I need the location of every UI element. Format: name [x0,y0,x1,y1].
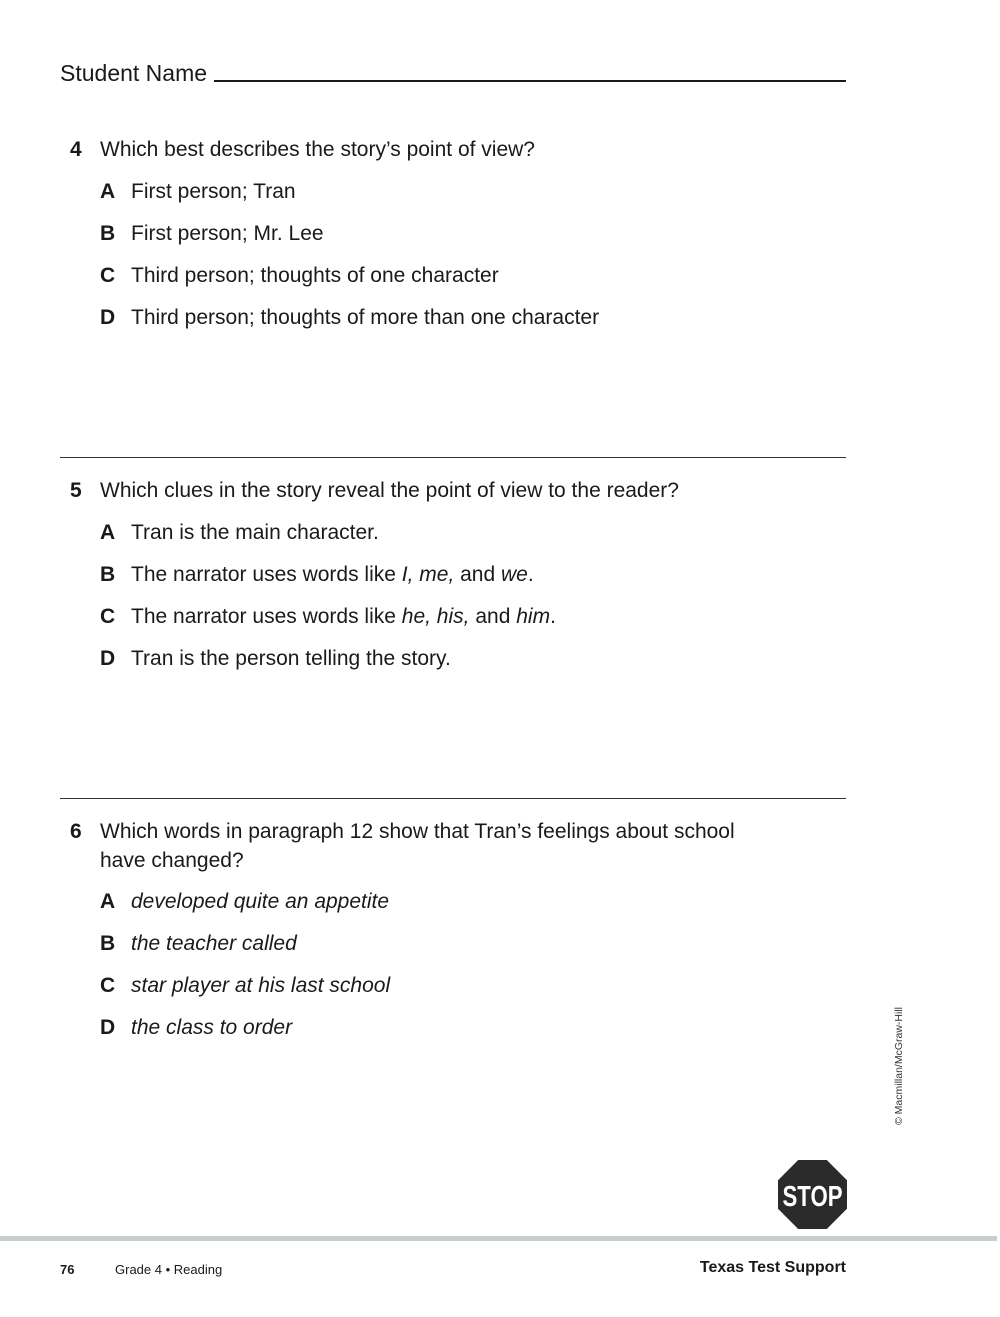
option-text: star player at his last school [131,974,391,997]
option-text: Third person; thoughts of more than one character [131,306,600,329]
option-text: Third person; thoughts of one character [131,264,499,287]
question-5-option-c[interactable] [100,602,556,631]
option-letter: A [100,521,116,544]
question-4-option-c[interactable] [100,261,499,290]
question-6-option-b[interactable] [100,929,297,958]
stop-sign-label: STOP [782,1181,843,1213]
question-6-number: 6 [70,820,82,843]
student-name-line[interactable] [214,80,846,82]
student-name-label: Student Name [60,60,208,86]
option-letter: D [100,1016,116,1039]
footer-page-number: 76 [60,1262,75,1277]
question-6-prompt-line-1: Which words in paragraph 12 show that Tran’s feelings about school [100,820,735,843]
question-5-option-b[interactable] [100,560,534,589]
option-letter: D [100,647,116,670]
question-4-option-a[interactable] [100,177,296,206]
question-6-prompt [100,817,780,875]
option-text: First person; Mr. Lee [131,222,324,245]
section-divider [60,798,846,799]
question-5-option-d[interactable] [100,644,451,673]
question-6-prompt-line-2: have changed? [100,849,244,872]
option-text: The narrator uses words like I, me, and we. [131,563,534,586]
question-4-number: 4 [70,138,82,161]
option-text: the teacher called [131,932,297,955]
section-divider [60,457,846,458]
question-6-option-a[interactable] [100,887,389,916]
option-text: the class to order [131,1016,293,1039]
option-letter: B [100,563,116,586]
option-letter: A [100,890,116,913]
option-letter: C [100,605,116,628]
footer-bar [0,1236,997,1241]
option-text: The narrator uses words like he, his, and him. [131,605,556,628]
option-text: developed quite an appetite [131,890,390,913]
question-6-option-d[interactable] [100,1013,292,1042]
question-4-prompt: Which best describes the story’s point of view? [100,138,535,161]
copyright-notice: © Macmillan/McGraw-Hill [893,1007,905,1125]
question-5-prompt: Which clues in the story reveal the point of view to the reader? [100,479,679,502]
question-6-option-c[interactable] [100,971,390,1000]
option-text: Tran is the person telling the story. [131,647,451,670]
option-letter: D [100,306,116,329]
option-letter: B [100,222,116,245]
student-name-row [60,58,846,88]
option-letter: C [100,974,116,997]
stop-sign-icon [778,1160,847,1229]
question-4-option-d[interactable] [100,303,599,332]
option-letter: C [100,264,116,287]
question-4-option-b[interactable] [100,219,324,248]
question-5-number: 5 [70,479,82,502]
footer-grade-subject: Grade 4 • Reading [115,1262,223,1277]
option-letter: B [100,932,116,955]
option-text: First person; Tran [131,180,296,203]
option-letter: A [100,180,116,203]
footer-brand: Texas Test Support [699,1259,846,1276]
option-text: Tran is the main character. [131,521,379,544]
question-5-option-a[interactable] [100,518,379,547]
